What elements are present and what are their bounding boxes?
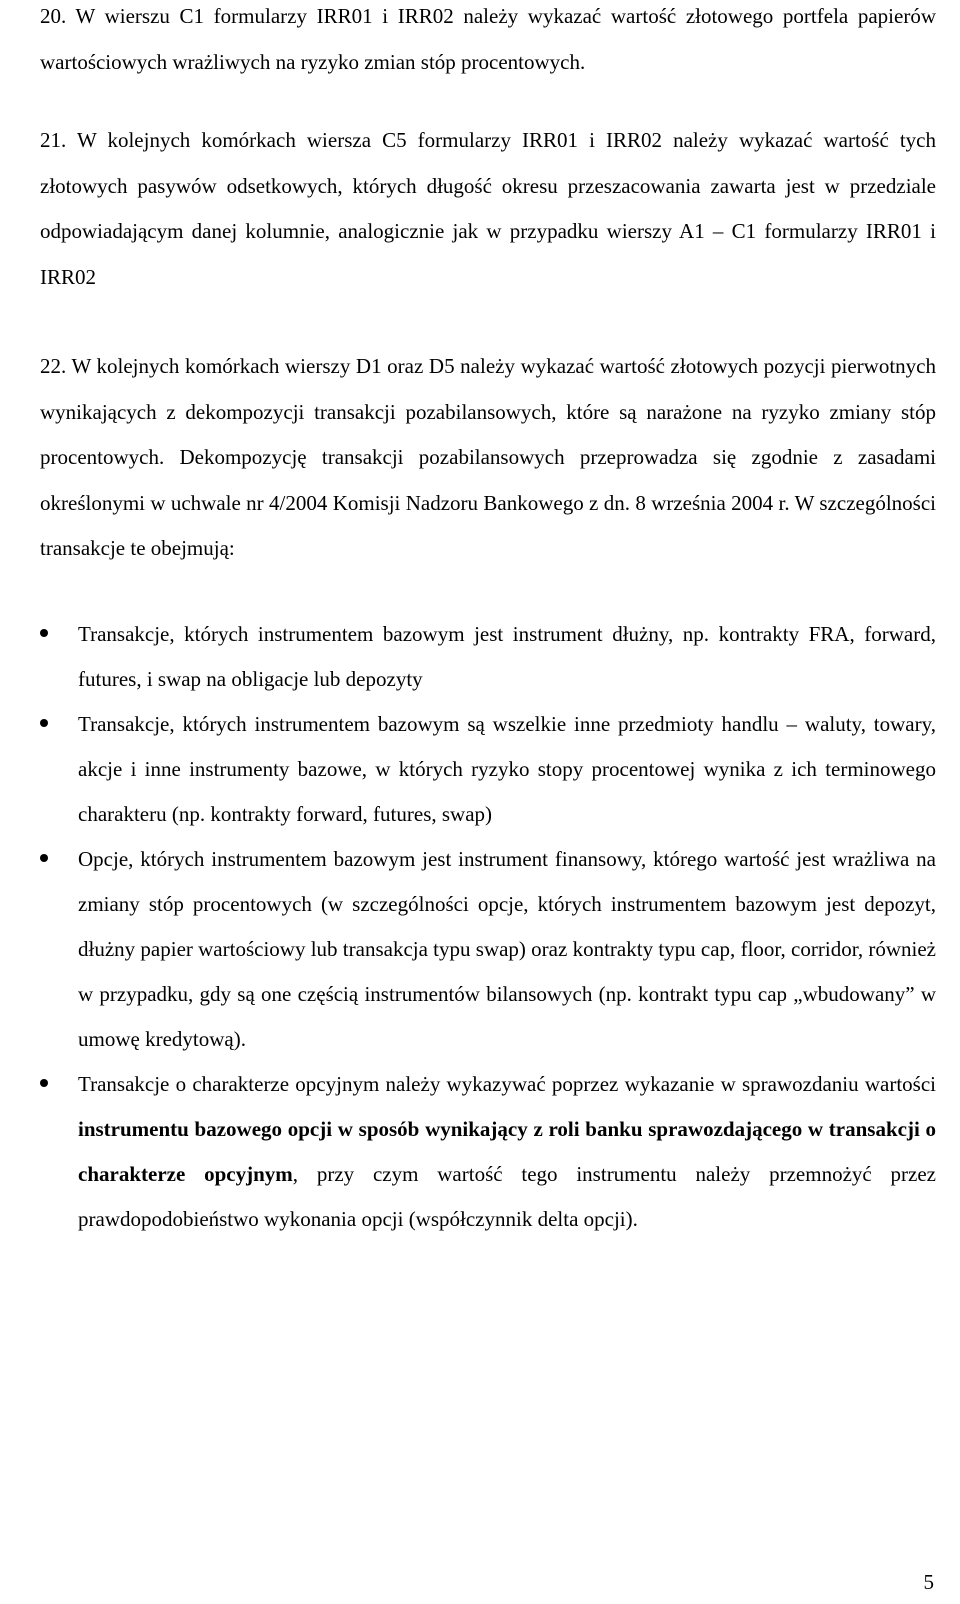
bullet-icon: [40, 629, 48, 637]
bullet-icon: [40, 854, 48, 862]
item-21: [40, 118, 936, 300]
item-20-text: W wierszu C1 formularzy IRR01 i IRR02 należy wykazać wartość złotowego portfela papierów wartościowych wrażliwych na ryzyko zmian stóp procentowych.: [40, 4, 936, 74]
bullet-text: Transakcje, których instrumentem bazowym są wszelkie inne przedmioty handlu – waluty, towary, akcje i inne instrumenty bazowe, w których ryzyko stopy procentowej wynika z ich terminowego charakteru (np. kontrakty forward, futures, swap): [78, 712, 936, 826]
bullet-text-bold: instrumentu bazowego opcji w sposób wynikający z roli banku sprawozdającego w transakcji o charakterze opcyjnym: [78, 1117, 936, 1186]
bullet-list: [40, 612, 936, 1242]
item-21-number: 21.: [40, 128, 67, 152]
bullet-item-other-underlyings: [40, 702, 936, 837]
item-22-number: 22.: [40, 354, 67, 378]
page-number: 5: [923, 1570, 934, 1594]
bullet-text: Transakcje, których instrumentem bazowym jest instrument dłużny, np. kontrakty FRA, forward, futures, i swap na obligacje lub depozyty: [78, 622, 936, 691]
item-22-text: W kolejnych komórkach wierszy D1 oraz D5 należy wykazać wartość złotowych pozycji pierwotnych wynikających z dekompozycji transakcji pozabilansowych, które są narażone na ryzyko zmiany stóp procentowych. Dekompozycję transakcji pozabilansowych przeprowadza się zgodnie z zasadami określonymi w uchwale nr 4/2004 Komisji Nadzoru Bankowego z dn. 8 września 2004 r. W szczególności transakcje te obejmują:: [40, 354, 936, 560]
bullet-text-part2: , przy czym wartość tego instrumentu należy przemnożyć przez prawdopodobieństwo wykonania opcji (współczynnik delta opcji).: [78, 1162, 936, 1231]
item-22: [40, 344, 936, 572]
item-20-number: 20.: [40, 4, 67, 28]
item-21-text: W kolejnych komórkach wiersza C5 formularzy IRR01 i IRR02 należy wykazać wartość tych złotowych pasywów odsetkowych, których długość okresu przeszacowania zawarta jest w przedziale odpowiadającym danej kolumnie, analogicznie jak w przypadku wierszy A1 – C1 formularzy IRR01 i IRR02: [40, 128, 937, 289]
bullet-text: Opcje, których instrumentem bazowym jest instrument finansowy, którego wartość jest wrażliwa na zmiany stóp procentowych (w szczególności opcje, których instrumentem bazowym jest depozyt, dłużny papier wartościowy lub transakcja typu swap) oraz kontrakty typu cap, floor, corridor, również w przypadku, gdy są one częścią instrumentów bilansowych (np. kontrakt typu cap „wbudowany” w umowę kredytową).: [78, 847, 936, 1051]
bullet-item-options: [40, 837, 936, 1062]
item-20: [40, 0, 936, 85]
bullet-text-part1: Transakcje o charakterze opcyjnym należy wykazywać poprzez wykazanie w sprawozdaniu wartości: [78, 1072, 936, 1096]
bullet-icon: [40, 719, 48, 727]
bullet-icon: [40, 1079, 48, 1087]
bullet-item-debt-instruments: [40, 612, 936, 702]
bullet-item-option-transactions: [40, 1062, 936, 1242]
